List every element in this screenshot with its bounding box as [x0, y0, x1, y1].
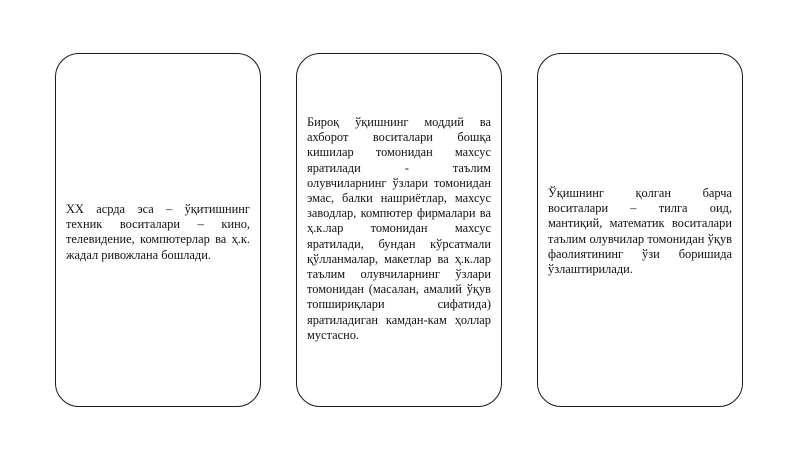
text-card-1 [55, 53, 261, 407]
card-2-text: Бироқ ўқишнинг моддий ва ахборот воситалари бошқа кишилар томонидан махсус яратилади - таълим олувчиларнинг ўзлари томонидан эмас, балки нашриётлар, махсус заводлар, компютер фирмалари ва ҳ.к.лар томонидан махсус яратилади, бундан кўрсатмали қўлланмалар, макетлар ва ҳ.к.лар таълим олувчиларнинг ўзлари томонидан (масалан, амалий ўқув топшириқлари сифатида) яратиладиган камдан-кам ҳоллар мустасно. [307, 115, 491, 342]
card-1-text: XX асрда эса – ўқитишнинг техник воситалари – кино, телевидение, компютерлар ва ҳ.к. жадал ривожлана бошлади. [66, 202, 250, 262]
text-card-2 [296, 53, 502, 407]
card-3-text: Ўқишнинг қолган барча воситалари – тилга оид, мантиқий, математик воситалари таълим олувчилар томонидан ўқув фаолиятининг ўзи боришида ўзлаштирилади. [548, 186, 732, 277]
text-card-3 [537, 53, 743, 407]
